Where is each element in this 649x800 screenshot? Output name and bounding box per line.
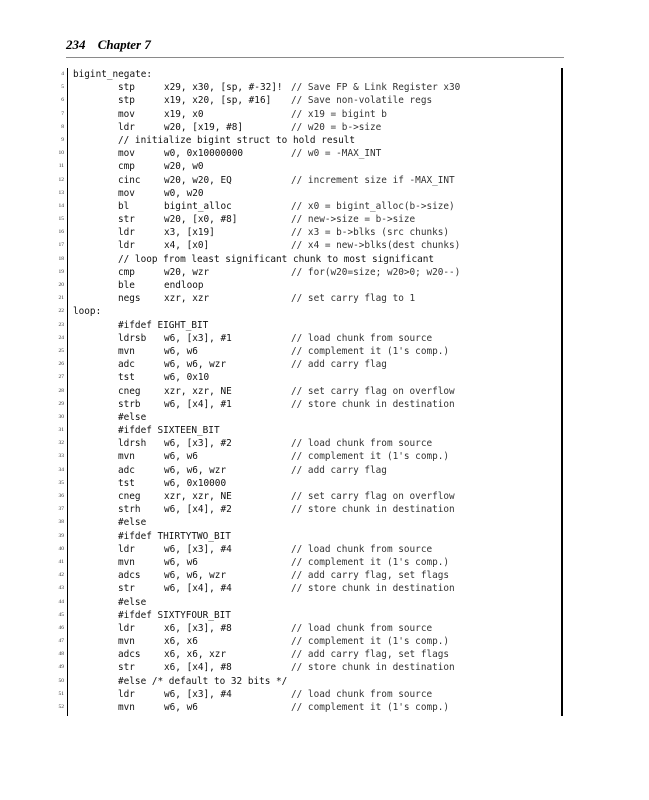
- preprocessor-directive: #ifdef EIGHT_BIT: [118, 319, 209, 331]
- operands: x4, [x0]: [164, 240, 210, 252]
- preprocessor-directive: #else: [118, 411, 147, 423]
- preprocessor-directive: #else: [118, 596, 147, 608]
- line-number: 42: [58, 572, 64, 579]
- line-number: 13: [58, 189, 64, 196]
- operands: x3, [x19]: [164, 227, 215, 239]
- code-line: [73, 490, 557, 503]
- code-line: [73, 371, 557, 384]
- code-line: [73, 450, 557, 463]
- listing-left-border: [67, 68, 68, 716]
- line-number: 21: [58, 295, 64, 302]
- operands: x29, x30, [sp, #-32]!: [164, 82, 283, 94]
- inline-comment: // complement it (1's comp.): [291, 451, 450, 463]
- line-number: 46: [58, 624, 64, 631]
- inline-comment: // set carry flag on overflow: [291, 385, 455, 397]
- operands: xzr, xzr, NE: [164, 385, 232, 397]
- line-number: 47: [58, 638, 64, 645]
- line-number: 43: [58, 585, 64, 592]
- code-line: [73, 147, 557, 160]
- operands: w20, wzr: [164, 266, 210, 278]
- operands: w6, [x4], #2: [164, 504, 232, 516]
- line-number: 6: [61, 97, 64, 104]
- mnemonic: cneg: [118, 385, 141, 397]
- line-number: 23: [58, 321, 64, 328]
- inline-comment: // w0 = -MAX_INT: [291, 148, 382, 160]
- inline-comment: // load chunk from source: [291, 622, 433, 634]
- preprocessor-directive: #ifdef SIXTYFOUR_BIT: [118, 609, 231, 621]
- line-number: 38: [58, 519, 64, 526]
- mnemonic: mov: [118, 148, 135, 160]
- code-line: [73, 160, 557, 173]
- line-number: 14: [58, 202, 64, 209]
- operands: w6, w6, wzr: [164, 570, 227, 582]
- mnemonic: adcs: [118, 570, 141, 582]
- mnemonic: stp: [118, 82, 135, 94]
- operands: bigint_alloc: [164, 200, 232, 212]
- line-number: 45: [58, 611, 64, 618]
- code-line: [73, 81, 557, 94]
- code-line: [73, 437, 557, 450]
- operands: w6, w6, wzr: [164, 359, 227, 371]
- line-number: 5: [61, 84, 64, 91]
- inline-comment: // add carry flag, set flags: [291, 649, 450, 661]
- inline-comment: // add carry flag: [291, 359, 387, 371]
- mnemonic: ldrsb: [118, 332, 147, 344]
- code-line: [73, 582, 557, 595]
- code-line: [73, 503, 557, 516]
- operands: w6, w6: [164, 345, 198, 357]
- line-number: 41: [58, 558, 64, 565]
- operands: x6, x6, xzr: [164, 649, 227, 661]
- inline-comment: // store chunk in destination: [291, 504, 455, 516]
- code-line: [73, 279, 557, 292]
- line-number: 20: [58, 282, 64, 288]
- operands: endloop: [164, 280, 204, 291]
- mnemonic: tst: [118, 477, 135, 489]
- code-line: [73, 688, 557, 701]
- inline-comment: // complement it (1's comp.): [291, 345, 450, 357]
- line-number: 30: [58, 413, 64, 420]
- line-number: 50: [58, 677, 64, 684]
- mnemonic: mov: [118, 108, 135, 120]
- code-line: [73, 108, 557, 121]
- preprocessor-directive: #else: [118, 517, 147, 529]
- inline-comment: // add carry flag, set flags: [291, 570, 450, 582]
- line-number: 16: [58, 229, 64, 236]
- line-number: 12: [58, 176, 64, 183]
- code-line: [73, 213, 557, 226]
- code-line: [73, 358, 557, 371]
- code-line: [73, 332, 557, 345]
- inline-comment: // increment size if -MAX_INT: [291, 174, 455, 186]
- line-number: 34: [58, 466, 64, 473]
- mnemonic: strb: [118, 398, 141, 410]
- line-number: 28: [58, 387, 64, 394]
- operands: w0, 0x10000000: [164, 148, 244, 160]
- mnemonic: mvn: [118, 556, 135, 568]
- listing-right-border: [561, 68, 563, 716]
- code-line: [73, 385, 557, 398]
- line-number: 39: [58, 532, 64, 539]
- mnemonic: cneg: [118, 491, 141, 502]
- operands: w6, w6: [164, 702, 198, 713]
- operands: x19, x0: [164, 108, 204, 120]
- line-number: 25: [58, 347, 64, 354]
- mnemonic: bl: [118, 200, 130, 212]
- code-comment-line: // initialize bigint struct to hold result: [118, 134, 356, 146]
- operands: w20, w0: [164, 161, 204, 173]
- operands: w20, [x19, #8]: [164, 121, 244, 133]
- inline-comment: // x0 = bigint_alloc(b->size): [291, 200, 455, 212]
- mnemonic: adc: [118, 464, 135, 476]
- line-number: 8: [61, 123, 64, 130]
- mnemonic: ldrsh: [118, 438, 147, 450]
- preprocessor-directive: #ifdef THIRTYTWO_BIT: [118, 530, 231, 542]
- operands: x19, x20, [sp, #16]: [164, 95, 272, 107]
- inline-comment: // add carry flag: [291, 464, 387, 476]
- mnemonic: str: [118, 662, 135, 674]
- mnemonic: mov: [118, 187, 135, 199]
- operands: x6, x6: [164, 636, 198, 648]
- mnemonic: mvn: [118, 636, 135, 648]
- code-line: [73, 174, 557, 187]
- code-line: [73, 556, 557, 569]
- code-line: [73, 543, 557, 556]
- code-line: [73, 266, 557, 279]
- operands: w20, [x0, #8]: [164, 214, 238, 226]
- code-line: [73, 622, 557, 635]
- chapter-title: Chapter 7: [97, 37, 151, 52]
- code-line: [73, 477, 557, 490]
- line-number: 10: [58, 150, 64, 157]
- line-number: 7: [61, 110, 64, 117]
- line-number: 35: [58, 479, 64, 486]
- operands: w6, [x3], #1: [164, 332, 232, 344]
- line-number: 17: [58, 242, 64, 249]
- code-line: [73, 345, 557, 358]
- code-line: [73, 239, 557, 252]
- code-line: [73, 661, 557, 674]
- line-number: 40: [58, 545, 64, 552]
- line-number: 24: [58, 334, 64, 341]
- operands: w0, w20: [164, 187, 204, 199]
- code-label: loop:: [73, 306, 102, 318]
- inline-comment: // store chunk in destination: [291, 398, 455, 410]
- inline-comment: // store chunk in destination: [291, 583, 455, 595]
- mnemonic: cmp: [118, 161, 135, 173]
- mnemonic: ldr: [118, 121, 135, 133]
- code-line: [73, 635, 557, 648]
- code-line: [73, 398, 557, 411]
- code-listing: [73, 68, 557, 714]
- inline-comment: // set carry flag to 1: [291, 293, 416, 305]
- inline-comment: // x19 = bigint b: [291, 108, 387, 120]
- code-line: [73, 187, 557, 200]
- line-number: 15: [58, 216, 64, 223]
- line-number-gutter: [50, 68, 64, 714]
- mnemonic: adcs: [118, 649, 141, 661]
- mnemonic: cmp: [118, 266, 135, 278]
- mnemonic: adc: [118, 359, 135, 371]
- mnemonic: ldr: [118, 543, 135, 555]
- line-number: 33: [58, 453, 64, 460]
- operands: x6, [x4], #8: [164, 662, 232, 674]
- inline-comment: // load chunk from source: [291, 438, 433, 450]
- line-number: 32: [58, 440, 64, 447]
- operands: w6, w6: [164, 556, 198, 568]
- inline-comment: // x3 = b->blks (src chunks): [291, 227, 450, 239]
- code-line: [73, 701, 557, 714]
- code-comment-line: // loop from least significant chunk to most significant: [118, 253, 435, 265]
- running-header: [66, 37, 151, 53]
- mnemonic: negs: [118, 293, 141, 305]
- operands: w6, w6, wzr: [164, 464, 227, 476]
- code-line: [73, 292, 557, 305]
- code-line: [73, 200, 557, 213]
- line-number: 49: [58, 664, 64, 671]
- page-number: 234: [66, 37, 86, 52]
- operands: xzr, xzr, NE: [164, 491, 232, 502]
- inline-comment: // store chunk in destination: [291, 662, 455, 674]
- preprocessor-directive: #ifdef SIXTEEN_BIT: [118, 425, 220, 437]
- inline-comment: // complement it (1's comp.): [291, 556, 450, 568]
- line-number: 36: [58, 493, 64, 499]
- mnemonic: str: [118, 214, 135, 226]
- line-number: 26: [58, 361, 64, 368]
- mnemonic: ldr: [118, 227, 135, 239]
- mnemonic: cinc: [118, 174, 141, 186]
- code-line: [73, 94, 557, 107]
- mnemonic: tst: [118, 372, 135, 384]
- line-number: 27: [58, 374, 64, 381]
- line-number: 22: [58, 308, 64, 315]
- inline-comment: // w20 = b->size: [291, 121, 382, 133]
- line-number: 9: [61, 136, 64, 143]
- operands: w6, [x3], #4: [164, 688, 232, 700]
- operands: w6, [x3], #2: [164, 438, 232, 450]
- operands: xzr, xzr: [164, 293, 210, 305]
- mnemonic: ldr: [118, 240, 135, 252]
- inline-comment: // load chunk from source: [291, 543, 433, 555]
- mnemonic: ldr: [118, 688, 135, 700]
- line-number: 19: [58, 268, 64, 275]
- mnemonic: strh: [118, 504, 141, 516]
- mnemonic: str: [118, 583, 135, 595]
- code-line: [73, 464, 557, 477]
- line-number: 51: [58, 690, 64, 697]
- inline-comment: // load chunk from source: [291, 332, 433, 344]
- line-number: 52: [58, 704, 64, 710]
- inline-comment: // Save non-volatile regs: [291, 95, 433, 107]
- inline-comment: // complement it (1's comp.): [291, 636, 450, 648]
- inline-comment: // new->size = b->size: [291, 214, 416, 226]
- preprocessor-directive: #else /* default to 32 bits */: [118, 675, 288, 687]
- code-label: bigint_negate:: [73, 69, 153, 80]
- inline-comment: // complement it (1's comp.): [291, 702, 450, 713]
- mnemonic: mvn: [118, 451, 135, 463]
- operands: w20, w20, EQ: [164, 174, 232, 186]
- operands: x6, [x3], #8: [164, 622, 232, 634]
- mnemonic: stp: [118, 95, 135, 107]
- code-line: [73, 648, 557, 661]
- line-number: 11: [58, 163, 64, 170]
- mnemonic: mvn: [118, 345, 135, 357]
- header-rule: [66, 57, 564, 58]
- line-number: 44: [58, 598, 64, 605]
- line-number: 31: [58, 427, 64, 434]
- operands: w6, 0x10: [164, 372, 210, 384]
- operands: w6, w6: [164, 451, 198, 463]
- code-line: [73, 226, 557, 239]
- operands: w6, [x4], #1: [164, 398, 232, 410]
- line-number: 18: [58, 255, 64, 262]
- inline-comment: // for(w20=size; w20>0; w20--): [291, 266, 461, 278]
- line-number: 37: [58, 506, 64, 513]
- line-number: 48: [58, 651, 64, 658]
- code-line: [73, 121, 557, 134]
- inline-comment: // Save FP & Link Register x30: [291, 82, 461, 94]
- mnemonic: ldr: [118, 622, 135, 634]
- inline-comment: // x4 = new->blks(dest chunks): [291, 240, 461, 252]
- operands: w6, [x3], #4: [164, 543, 232, 555]
- operands: w6, [x4], #4: [164, 583, 232, 595]
- line-number: 4: [61, 71, 64, 77]
- operands: w6, 0x10000: [164, 477, 227, 489]
- inline-comment: // set carry flag on overflow: [291, 491, 455, 502]
- mnemonic: ble: [118, 280, 135, 291]
- mnemonic: mvn: [118, 702, 135, 713]
- line-number: 29: [58, 400, 64, 407]
- inline-comment: // load chunk from source: [291, 688, 433, 700]
- code-line: [73, 569, 557, 582]
